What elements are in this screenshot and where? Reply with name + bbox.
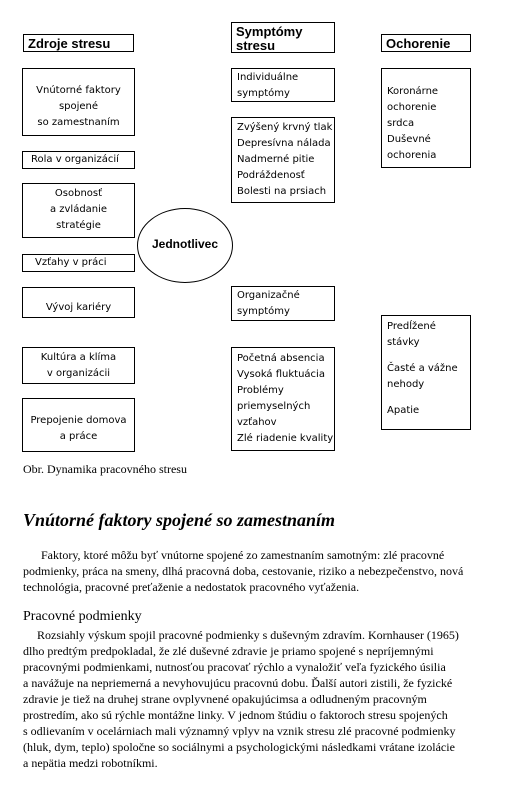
symptom-header-text: symptómy [237, 88, 290, 99]
body-line: a nepätia medzi robotníkmi. [23, 756, 158, 770]
disease-spacer [387, 393, 470, 403]
symptom-item: Vysoká fluktuácia [237, 369, 325, 380]
source-box-culture [22, 347, 135, 384]
disease-item: ochorenia [387, 150, 437, 161]
disease-org-box [381, 315, 471, 430]
source-text: a práce [59, 431, 98, 442]
section-title: Vnútorné faktory spojené so zamestnaním [23, 510, 336, 530]
symptom-item: Nadmerné pitie [237, 154, 315, 165]
symptom-item: Problémy [237, 385, 284, 396]
org-symptoms-box [231, 347, 335, 451]
disease-item: Predĺžené [387, 321, 436, 332]
individual-label: Jednotlivec [151, 237, 219, 251]
symptom-item: vzťahov [237, 417, 277, 428]
body-line: (hluk, dym, teplo) spoločne so sociálnymi a psychologickými následkami vrátane izolácie [23, 740, 455, 754]
symptom-item: Bolesti na prsiach [237, 186, 327, 197]
disease-spacer [387, 351, 470, 361]
symptom-item: Zlé riadenie kvality [237, 433, 334, 444]
source-box-home-work [22, 398, 135, 452]
source-text: a zvládanie [49, 204, 108, 215]
symptom-header-text: Organizačné [237, 290, 300, 301]
source-text: Kultúra a klíma [40, 352, 117, 363]
symptom-item: Podráždenosť [237, 170, 305, 181]
source-text: Osobnosť [54, 188, 103, 199]
disease-header [381, 34, 471, 52]
intro-line: Faktory, ktoré môžu byť vnútorne spojené zo zamestnaním samotným: zlé pracovné [41, 548, 445, 562]
symptoms-header-line1: Symptómy [236, 24, 303, 39]
body-line: a navážuje na nepriemerná a nevyhovujúcu pracovnú dobu. Ďalší autori zistili, že fyzické [23, 676, 453, 690]
disease-item: stávky [387, 337, 420, 348]
subsection-title: Pracovné podmienky [23, 609, 142, 624]
symptom-item: Depresívna nálada [237, 138, 331, 149]
body-line: Rozsiahly výskum spojil pracovné podmienky s duševným zdravím. Kornhauser (1965) [37, 628, 459, 642]
disease-item: srdca [387, 118, 415, 129]
disease-item: ochorenie [387, 102, 437, 113]
source-text: Prepojenie domova [30, 415, 127, 426]
sources-header-text: Zdroje stresu [28, 36, 111, 51]
source-box-role [22, 151, 135, 169]
sources-header [23, 34, 134, 52]
symptom-item: Zvýšený krvný tlak [237, 122, 333, 133]
source-text: Vzťahy v práci [35, 257, 107, 268]
individual-ellipse [137, 208, 233, 283]
org-symptoms-header-box [231, 286, 335, 321]
body-line: prostredím, ako sú rýchle montážne linky. V jednom štúdiu o faktoroch stresu spojených [23, 708, 448, 722]
source-text: spojené [58, 101, 99, 112]
disease-item: Koronárne [387, 86, 439, 97]
source-box-internal-factors [22, 68, 135, 136]
source-text: Vývoj kariéry [45, 302, 112, 313]
disease-item: Apatie [387, 405, 420, 416]
source-text: v organizácii [46, 368, 111, 379]
disease-individual-box [381, 68, 471, 168]
individual-symptoms-header-box [231, 68, 335, 102]
source-text: so zamestnaním [37, 117, 120, 128]
symptom-header-text: symptómy [237, 306, 290, 317]
source-text: Rola v organizácií [31, 154, 119, 165]
disease-header-text: Ochorenie [386, 36, 451, 51]
source-text: Vnútorné faktory [36, 85, 121, 96]
individual-symptoms-box [231, 117, 335, 203]
body-line: dlho predtým predpokladal, že zlé duševné zdravie je priamo spojené s nepríjemnými [23, 644, 434, 658]
body-line: zdravie je tiež na druhej strane ovplyvnené opakujúcimsa a odludneným pracovným [23, 692, 427, 706]
source-box-relationships [22, 254, 135, 272]
body-line: pracovnými podmienkami, nutnosťou pracovať rýchlo a vynaložiť veľa fyzického úsilia [23, 660, 446, 674]
disease-item: nehody [387, 379, 425, 390]
symptom-item: priemyselných [237, 401, 311, 412]
intro-line: technológia, pracovné preťaženie a nedostatok pracovného vyťaženia. [23, 580, 360, 594]
symptoms-header-line2: stresu [236, 38, 276, 53]
source-text: stratégie [56, 220, 101, 231]
disease-item: Časté a vážne [387, 363, 458, 374]
figure-caption: Obr. Dynamika pracovného stresu [23, 462, 187, 476]
body-paragraph [23, 627, 513, 771]
symptoms-header [231, 22, 335, 53]
symptom-header-text: Individuálne [237, 72, 299, 83]
source-box-personality [22, 183, 135, 238]
body-line: s odlievaním v ocelárniach mali významný vplyv na vznik stresu zlé pracovné podmienky [23, 724, 456, 738]
intro-line: podmienky, práca na smeny, dlhá pracovná doba, cestovanie, riziko a nebezpečenstvo, nová [23, 564, 464, 578]
intro-paragraph [23, 547, 513, 595]
source-box-career [22, 287, 135, 318]
symptom-item: Početná absencia [237, 353, 325, 364]
disease-item: Duševné [387, 134, 431, 145]
